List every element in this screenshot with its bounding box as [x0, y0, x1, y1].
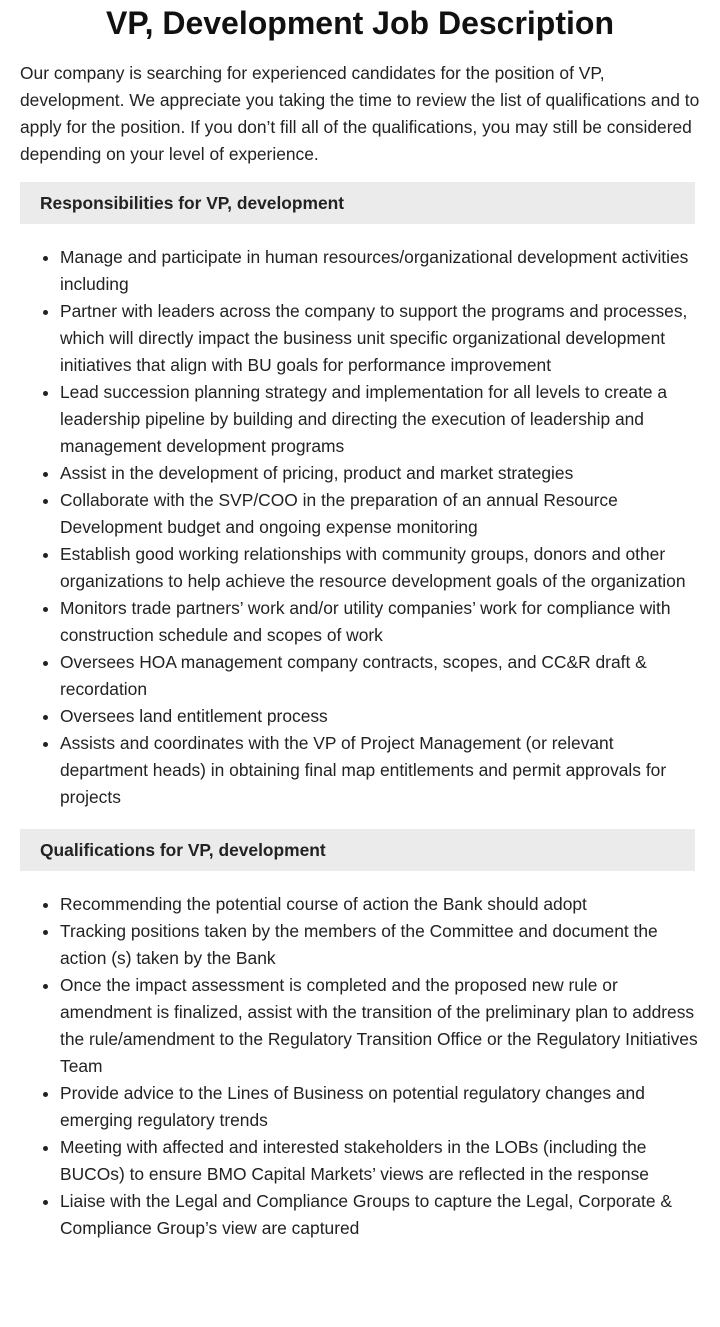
list-item: • Partner with leaders across the company to support the programs and processes, which will directly impact the business unit specific organizational development initiatives that align with BU goals for performance improvement [60, 298, 698, 379]
responsibilities-list [20, 244, 698, 811]
list-item: • Liaise with the Legal and Compliance Groups to capture the Legal, Corporate & Compliance Group’s view are captured [60, 1188, 698, 1242]
list-item: • Lead succession planning strategy and implementation for all levels to create a leadership pipeline by building and directing the execution of leadership and management development programs [60, 379, 698, 460]
list-item: • Manage and participate in human resources/organizational development activities including [60, 244, 698, 298]
list-item: • Assists and coordinates with the VP of Project Management (or relevant department heads) in obtaining final map entitlements and permit approvals for projects [60, 730, 698, 811]
list-item: • Monitors trade partners’ work and/or utility companies’ work for compliance with construction schedule and scopes of work [60, 595, 698, 649]
list-item: • Oversees HOA management company contracts, scopes, and CC&R draft & recordation [60, 649, 698, 703]
list-item: • Provide advice to the Lines of Business on potential regulatory changes and emerging regulatory trends [60, 1080, 698, 1134]
list-item: • Collaborate with the SVP/COO in the preparation of an annual Resource Development budget and ongoing expense monitoring [60, 487, 698, 541]
list-item: • Once the impact assessment is completed and the proposed new rule or amendment is finalized, assist with the transition of the preliminary plan to address the rule/amendment to the Regulatory Transition Office or the Regulatory Initiatives Team [60, 972, 698, 1080]
qualifications-list [20, 891, 698, 1242]
qualifications-heading: Qualifications for VP, development [20, 829, 695, 871]
responsibilities-heading: Responsibilities for VP, development [20, 182, 695, 224]
list-item: • Meeting with affected and interested stakeholders in the LOBs (including the BUCOs) to ensure BMO Capital Markets’ views are reflected in the response [60, 1134, 698, 1188]
list-item: • Assist in the development of pricing, product and market strategies [60, 460, 698, 487]
list-item: • Recommending the potential course of action the Bank should adopt [60, 891, 698, 918]
page-title: VP, Development Job Description [106, 5, 614, 41]
list-item: • Establish good working relationships with community groups, donors and other organizations to help achieve the resource development goals of the organization [60, 541, 698, 595]
list-item: • Tracking positions taken by the members of the Committee and document the action (s) taken by the Bank [60, 918, 698, 972]
list-item: • Oversees land entitlement process [60, 703, 698, 730]
intro-paragraph: Our company is searching for experienced candidates for the position of VP, development. We appreciate you taking the time to review the list of qualifications and to apply for the position. If you don’t fill all of the qualifications, you may still be considered depending on your level of experience. [20, 63, 700, 164]
